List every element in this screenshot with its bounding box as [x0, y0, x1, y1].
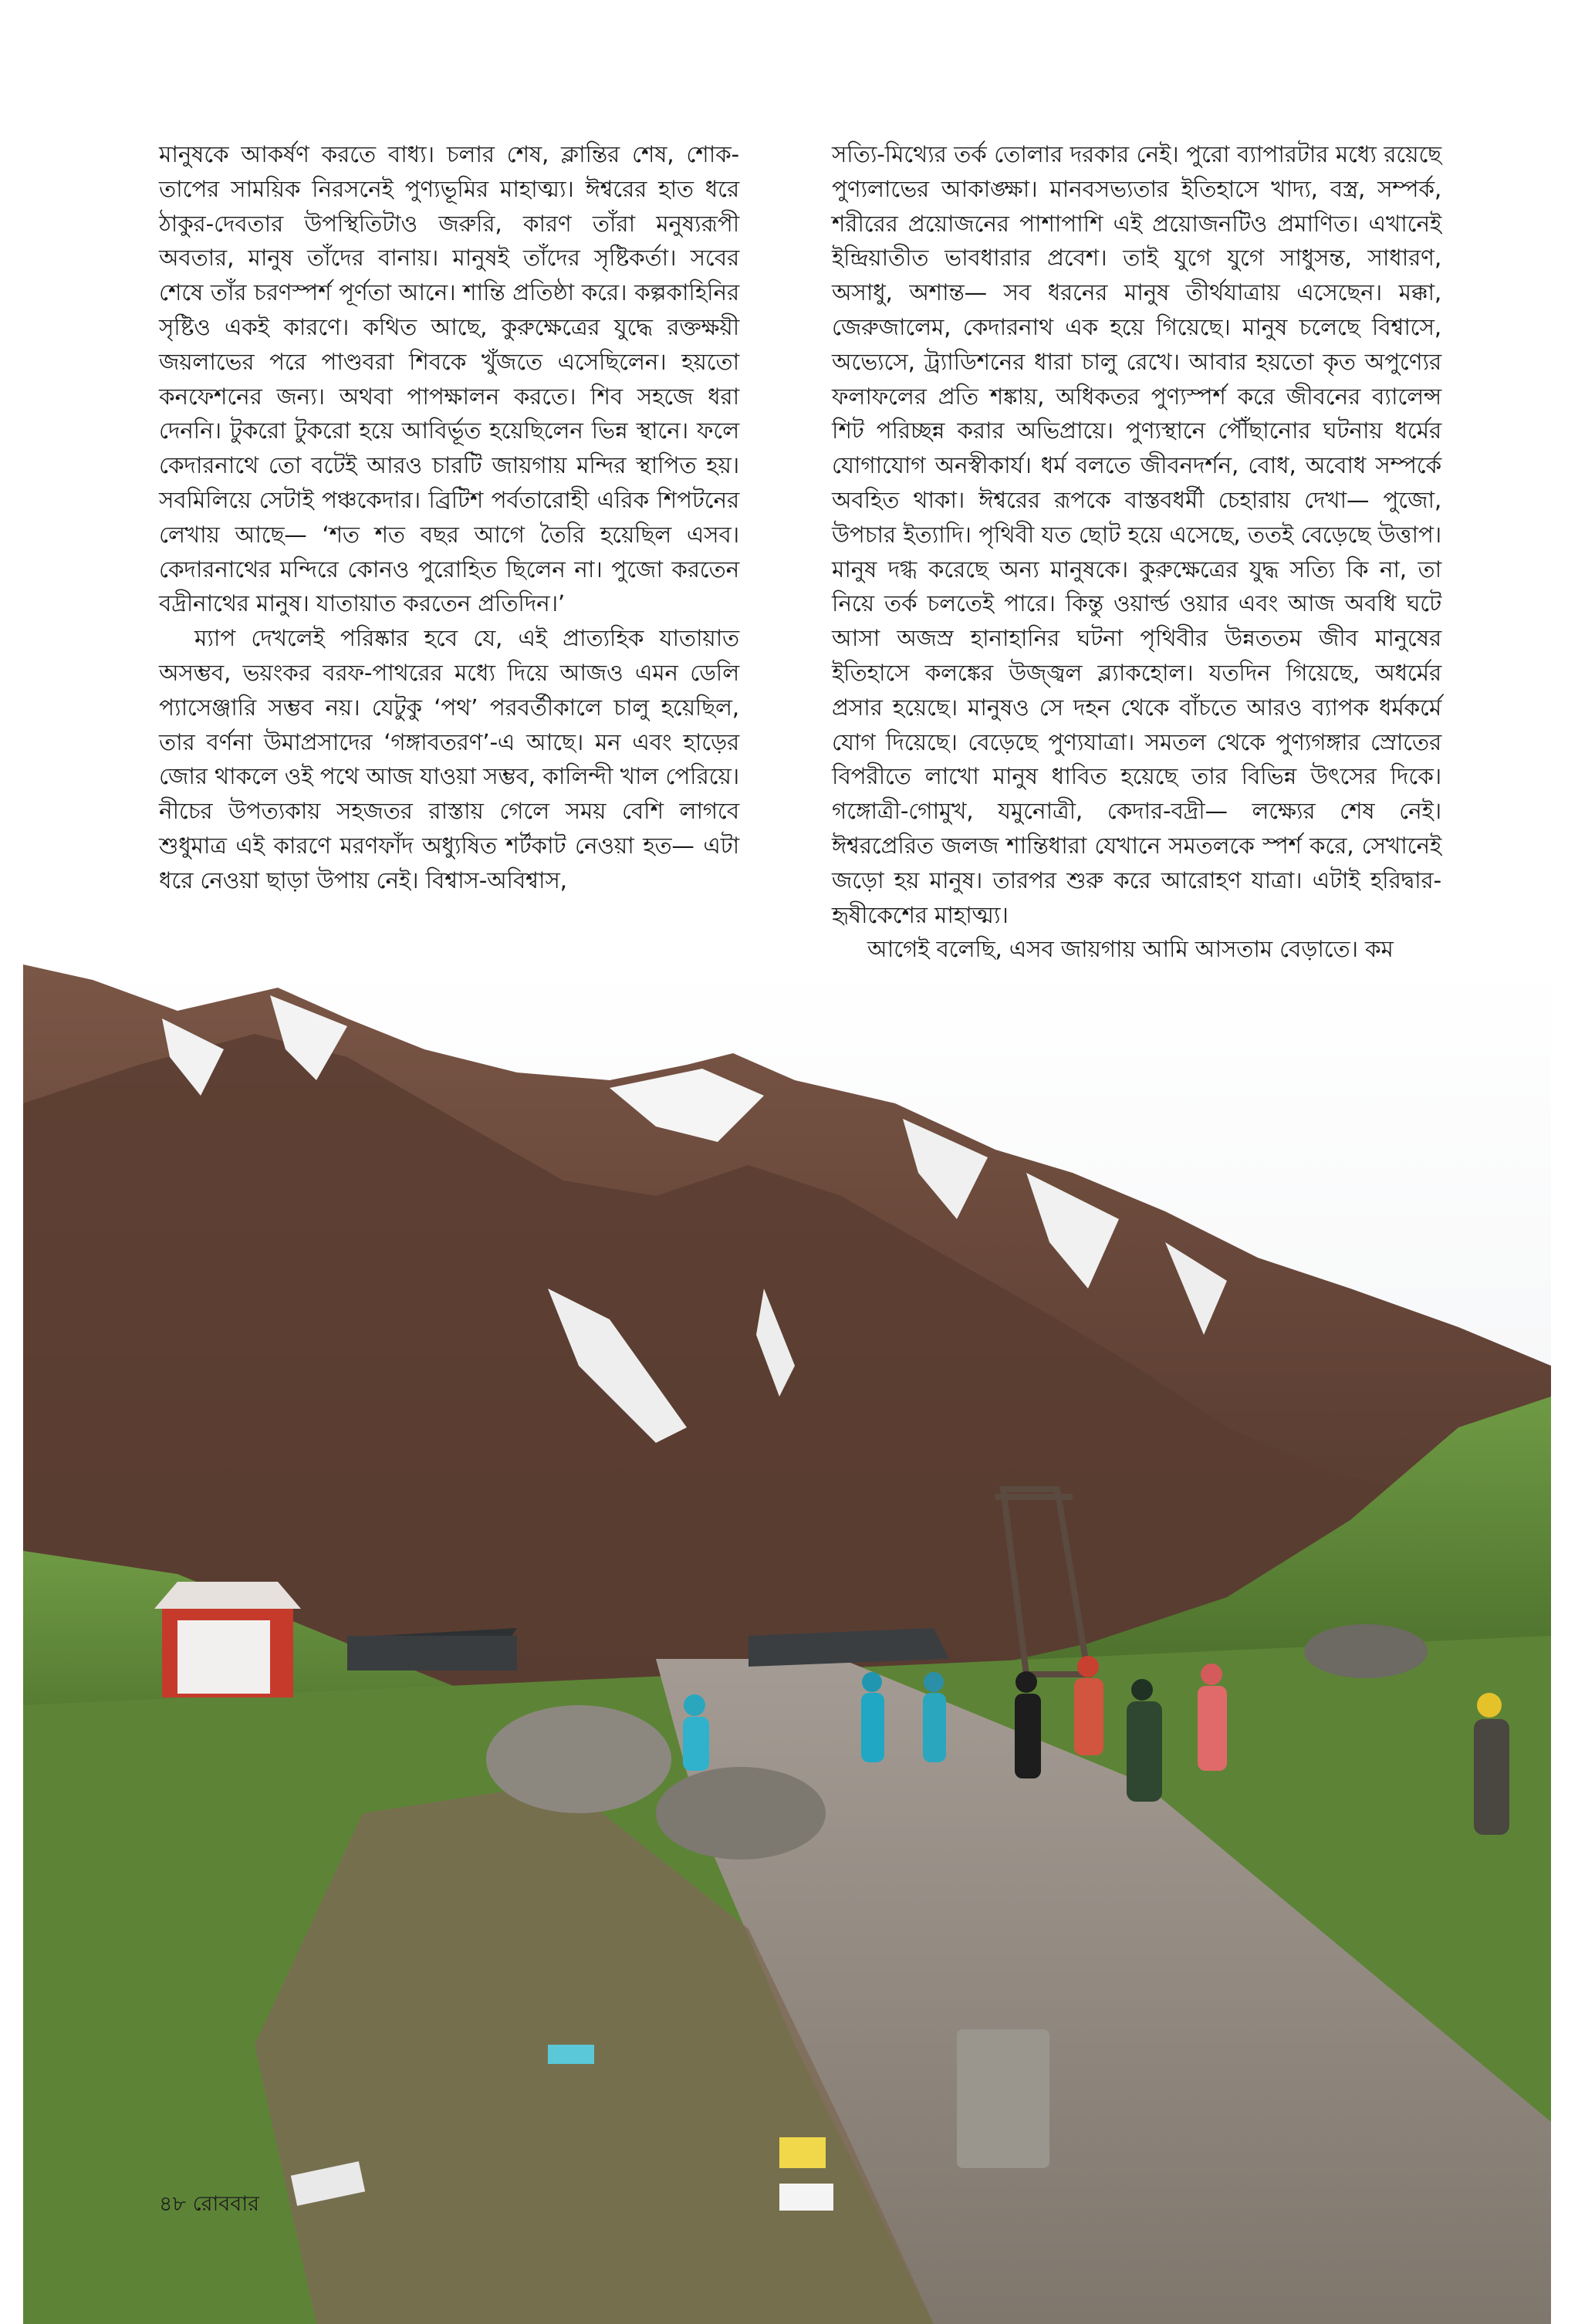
mountain-trail-photo: [23, 964, 1551, 2324]
page-number: ৪৮: [159, 2192, 187, 2216]
article-paragraph: মানুষকে আকর্ষণ করতে বাধ্য। চলার শেষ, ক্লান্তির শেষ, শোক-তাপের সাময়িক নিরসনেই পুণ্যভূমির মাহাত্ম্য। ঈশ্বরের হাত ধরে ঠাকুর-দেবতার উপস্থিতিটাও জরুরি, কারণ তাঁরা মনুষ্যরূপী অবতার, মানুষ তাঁদের বানায়। মানুষই তাঁদের সৃষ্টিকর্তা। সবের শেষে তাঁর চরণস্পর্শ পূর্ণতা আনে। শান্তি প্রতিষ্ঠা করে। কল্পকাহিনির সৃষ্টিও একই কারণে। কথিত আছে, কুরুক্ষেত্রের যুদ্ধে রক্তক্ষয়ী জয়লাভের পরে পাণ্ডবরা শিবকে খুঁজতে এসেছিলেন। হয়তো কনফেশনের জন্য। অথবা পাপক্ষালন করতে। শিব সহজে ধরা দেননি। টুকরো টুকরো হয়ে আবির্ভূত হয়েছিলেন ভিন্ন স্থানে। ফলে কেদারনাথে তো বটেই আরও চারটি জায়গায় মন্দির স্থাপিত হয়। সবমিলিয়ে সেটাই পঞ্চকেদার। ব্রিটিশ পর্বতারোহী এরিক শিপটনের লেখায় আছে— ‘শত শত বছর আগে তৈরি হয়েছিল এসব। কেদারনাথের মন্দিরে কোনও পুরোহিত ছিলেন না। পুজো করতেন বদ্রীনাথের মানুষ। যাতায়াত করতেন প্রতিদিন।’: [159, 141, 739, 617]
article-paragraph: আগেই বলেছি, এসব জায়গায় আমি আসতাম বেড়াতে। কম: [867, 936, 1394, 963]
article-paragraph: ম্যাপ দেখলেই পরিষ্কার হবে যে, এই প্রাত্যহিক যাতায়াত অসম্ভব, ভয়ংকর বরফ-পাথরের মধ্যে দিয়ে আজও এমন ডেলি প্যাসেঞ্জারি সম্ভব নয়। যেটুকু ‘পথ’ পরবর্তীকালে চালু হয়েছিল, তার বর্ণনা উমাপ্রসাদের ‘গঙ্গাবতরণ’-এ আছে। মন এবং হাড়ের জোর থাকলে ওই পথে আজ যাওয়া সম্ভব, কালিন্দী খাল পেরিয়ে। নীচের উপত্যকায় সহজতর রাস্তায় গেলে সময় বেশি লাগবে শুধুমাত্র এই কারণে মরণফাঁদ অধ্যুষিত শর্টকাট নেওয়া হত— এটা ধরে নেওয়া ছাড়া উপায় নেই। বিশ্বাস-অবিশ্বাস,: [159, 625, 739, 893]
article-column-right: [832, 137, 1441, 967]
article-column-left: [159, 137, 739, 898]
article-paragraph: সত্যি-মিথ্যের তর্ক তোলার দরকার নেই। পুরো ব্যাপারটার মধ্যে রয়েছে পুণ্যলাভের আকাঙ্ক্ষা। মানবসভ্যতার ইতিহাসে খাদ্য, বস্ত্র, সম্পর্ক, শরীরের প্রয়োজনের পাশাপাশি এই প্রয়োজনটিও প্রমাণিত। এখানেই ইন্দ্রিয়াতীত ভাবধারার প্রবেশ। তাই যুগে যুগে সাধুসন্ত, সাধারণ, অসাধু, অশান্ত— সব ধরনের মানুষ তীর্থযাত্রায় এসেছেন। মক্কা, জেরুজালেম, কেদারনাথ এক হয়ে গিয়েছে। মানুষ চলেছে বিশ্বাসে, অভ্যেসে, ট্র্যাডিশনের ধারা চালু রেখে। আবার হয়তো কৃত অপুণ্যের ফলাফলের প্রতি শঙ্কায়, অধিকতর পুণ্যস্পর্শ করে জীবনের ব্যালেন্স শিট পরিচ্ছন্ন করার অভিপ্রায়ে। পুণ্যস্থানে পৌঁছানোর ঘটনায় ধর্মের যোগাযোগ অনস্বীকার্য। ধর্ম বলতে জীবনদর্শন, বোধ, অবোধ সম্পর্কে অবহিত থাকা। ঈশ্বরের রূপকে বাস্তবধর্মী চেহারায় দেখা— পুজো, উপচার ইত্যাদি। পৃথিবী যত ছোট হয়ে এসেছে, ততই বেড়েছে উত্তাপ। মানুষ দগ্ধ করেছে অন্য মানুষকে। কুরুক্ষেত্রের যুদ্ধ সত্যি কি না, তা নিয়ে তর্ক চলতেই পারে। কিন্তু ওয়ার্ল্ড ওয়ার এবং আজ অবধি ঘটে আসা অজস্র হানাহানির ঘটনা পৃথিবীর উন্নততম জীব মানুষের ইতিহাসে কলঙ্কের উজ্জ্বল ব্ল্যাকহোল। যতদিন গিয়েছে, অধর্মের প্রসার হয়েছে। মানুষও সে দহন থেকে বাঁচতে আরও ব্যাপক ধর্মকর্মে যোগ দিয়েছে। বেড়েছে পুণ্যযাত্রা। সমতল থেকে পুণ্যগঙ্গার স্রোতের বিপরীতে লাখো মানুষ ধাবিত হয়েছে তার বিভিন্ন উৎসের দিকে। গঙ্গোত্রী-গোমুখ, যমুনোত্রী, কেদার-বদ্রী— লক্ষ্যের শেষ নেই। ঈশ্বরপ্রেরিত জলজ শান্তিধারা যেখানে সমতলকে স্পর্শ করে, সেখানেই জড়ো হয় মানুষ। তারপর শুরু করে আরোহণ যাত্রা। এটাই হরিদ্বার-হৃষীকেশের মাহাত্ম্য।: [832, 141, 1441, 928]
page-folio: [159, 2188, 259, 2223]
photo-illustration: [23, 964, 1551, 2324]
magazine-name: রোববার: [192, 2192, 260, 2216]
